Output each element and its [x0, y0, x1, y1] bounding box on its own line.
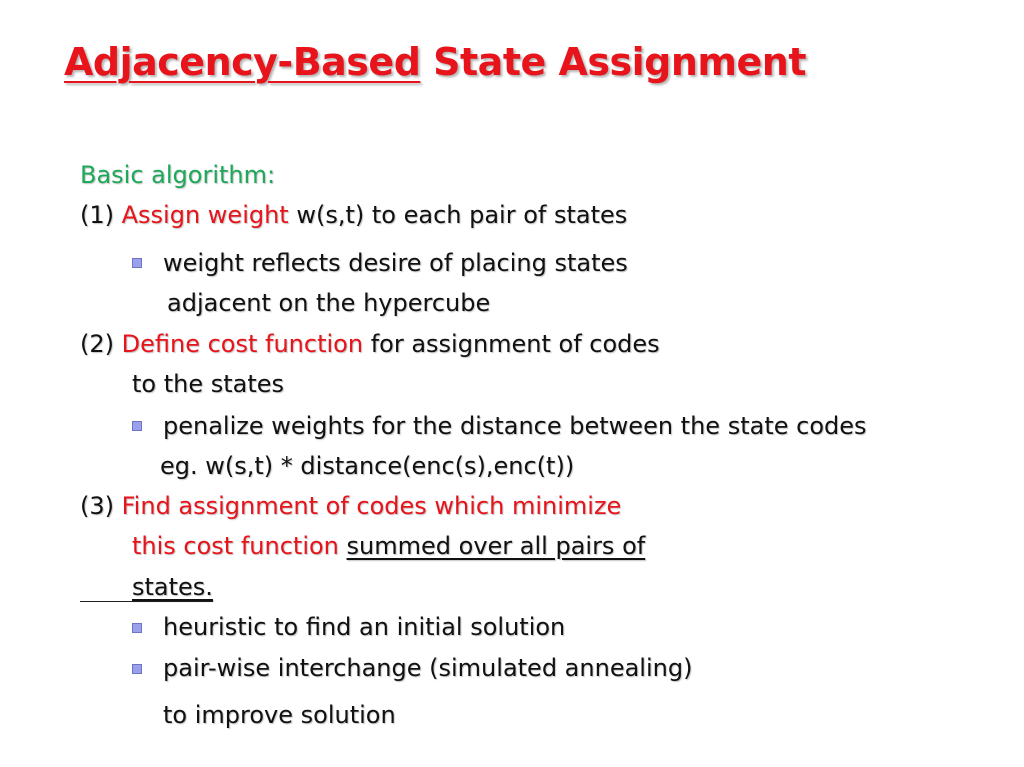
step-1-bullet-a: weight reflects desire of placing states [163, 249, 628, 277]
bullet-square-icon [132, 421, 142, 431]
step-3-line-2 [132, 531, 645, 561]
slide-title [64, 40, 806, 84]
step-3-tail: to improve solution [163, 701, 396, 729]
step-2-number: (2) [80, 330, 122, 358]
step-2-text: for assignment of codes [363, 330, 660, 358]
step-1-text: w(s,t) to each pair of states [288, 201, 628, 229]
step-3 [80, 491, 621, 521]
step-1-highlight: Assign weight [121, 201, 289, 229]
step-2-bullet: penalize weights for the distance between the state codes [163, 412, 867, 440]
bullet-square-icon [132, 258, 142, 268]
step-2-highlight: Define cost function [121, 330, 364, 358]
bullet-square-icon [132, 664, 142, 674]
step-2 [80, 329, 660, 359]
step-3-bullet-a: heuristic to find an initial solution [163, 613, 566, 641]
title-underlined-part: Adjacency-Based [64, 40, 421, 84]
title-rest: State Assignment [433, 40, 806, 84]
step-3-highlight-a: Find assignment of codes which minimize [121, 492, 622, 520]
step-2-example: eg. w(s,t) * distance(enc(s),enc(t)) [160, 452, 575, 480]
step-3-continuation: states. [132, 573, 213, 601]
step-1-bullet-b: adjacent on the hypercube [167, 289, 491, 317]
step-3-underlined-text: summed over all pairs of [346, 532, 646, 560]
step-3-bullet-b: pair-wise interchange (simulated annealing) [163, 654, 693, 682]
algorithm-heading: Basic algorithm: [80, 161, 276, 189]
step-1 [80, 200, 627, 230]
step-2-continuation: to the states [132, 370, 285, 398]
bullet-square-icon [132, 623, 142, 633]
step-1-number: (1) [80, 201, 122, 229]
step-3-highlight-b: this cost function [132, 532, 339, 560]
step-3-number: (3) [80, 492, 122, 520]
underline-rule [80, 601, 213, 602]
